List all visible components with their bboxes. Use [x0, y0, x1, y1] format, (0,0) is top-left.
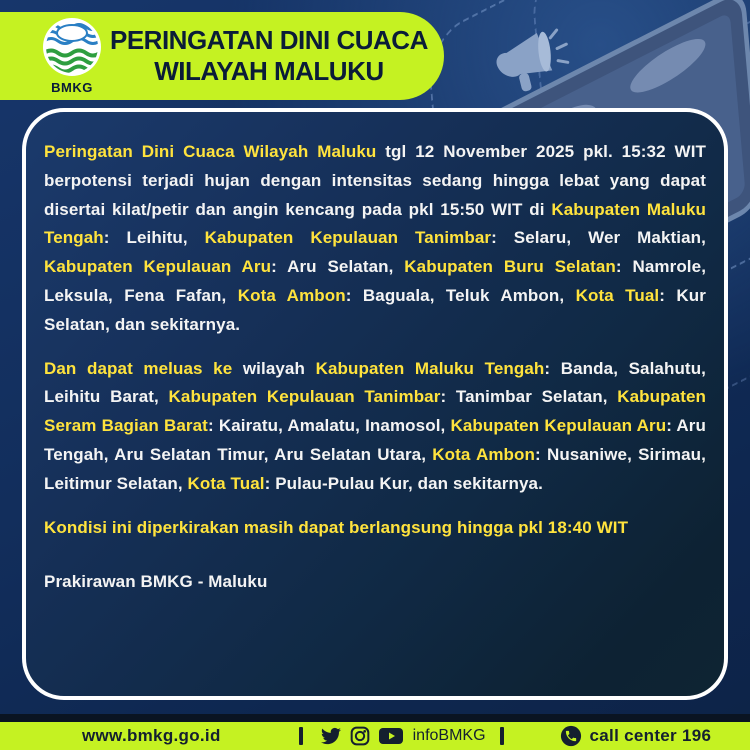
- text-segment: Kota Ambon: [237, 285, 346, 305]
- footer-separator: [299, 727, 303, 745]
- title-line-1: PERINGATAN DINI CUACA: [110, 25, 428, 55]
- warning-paragraph-3: [44, 514, 706, 543]
- map-landmass: [628, 29, 707, 103]
- text-segment: : Leihitu,: [103, 228, 205, 248]
- social-icons: [321, 726, 403, 746]
- phone-icon: [560, 725, 582, 747]
- instagram-icon: [350, 726, 370, 746]
- warning-panel: [22, 108, 728, 700]
- text-segment: : Banda, Salahutu, Leihitu Barat,: [44, 358, 707, 407]
- text-segment: : Aru Tengah, Aru Selatan Timur, Aru Selatan Utara,: [44, 416, 707, 464]
- social-handle: infoBMKG: [412, 727, 486, 744]
- warning-paragraph-2: [44, 355, 706, 499]
- text-segment: Kabupaten Kepulauan Tanimbar: [168, 387, 441, 407]
- twitter-icon: [321, 726, 341, 746]
- text-segment: : Baguala, Teluk Ambon,: [345, 285, 576, 305]
- text-segment: : Kairatu, Amalatu, Inamosol,: [207, 416, 451, 436]
- text-segment: Dan dapat meluas ke: [44, 358, 233, 378]
- footer-divider-strip: [0, 714, 750, 722]
- text-segment: Kondisi ini diperkirakan masih dapat berlangsung hingga pkl 18:40 WIT: [44, 517, 629, 537]
- text-segment: Kabupaten Buru Selatan: [404, 257, 616, 277]
- forecaster-signature: [44, 568, 706, 597]
- megaphone-icon: [486, 26, 570, 102]
- text-segment: : Pulau-Pulau Kur, dan sekitarnya.: [264, 473, 543, 493]
- text-segment: Kabupaten Kepulauan Tanimbar: [204, 228, 492, 248]
- text-segment: : Tanimbar Selatan,: [440, 387, 618, 407]
- text-segment: Kabupaten Maluku Tengah: [315, 358, 545, 378]
- text-segment: Kota Tual: [187, 473, 265, 493]
- text-segment: Kabupaten Kepulauan Aru: [44, 257, 272, 277]
- bmkg-logo-icon: [42, 17, 102, 77]
- bmkg-logo: [34, 17, 110, 95]
- text-segment: Kota Ambon: [432, 444, 535, 464]
- text-segment: Kabupaten Seram Bagian Barat: [44, 387, 706, 436]
- text-segment: Kabupaten Kepulauan Aru: [450, 416, 667, 436]
- text-segment: : Nusaniwe, Sirimau, Leitimur Selatan,: [44, 444, 706, 493]
- header-band: [0, 12, 444, 100]
- text-segment: Peringatan Dini Cuaca Wilayah Maluku: [44, 142, 377, 161]
- footer-separator: [500, 727, 504, 745]
- bmkg-logo-label: BMKG: [51, 80, 93, 95]
- warning-paragraph-1: [44, 138, 706, 340]
- text-segment: : Selaru, Wer Maktian,: [491, 228, 706, 248]
- text-segment: Kota Tual: [575, 285, 660, 305]
- text-segment: : Aru Selatan,: [271, 257, 405, 277]
- text-segment: : Namrole, Leksula, Fena Fafan,: [44, 257, 707, 305]
- title-line-2: WILAYAH MALUKU: [154, 56, 384, 86]
- text-segment: Kabupaten Maluku Tengah: [44, 199, 706, 248]
- call-center-label: call center 196: [589, 726, 712, 745]
- text-segment: : Kur Selatan, dan sekitarnya.: [44, 285, 706, 334]
- text-segment: tgl 12 November 2025 pkl. 15:32 WIT berpotensi terjadi hujan dengan intensitas sedang hingga lebat yang dapat disertai kilat/petir dan angin kencang pada pkl 15:50 WIT di: [44, 142, 706, 219]
- text-segment: Prakirawan BMKG - Maluku: [44, 572, 268, 592]
- website-url: www.bmkg.go.id: [82, 726, 221, 745]
- text-segment: wilayah: [232, 358, 316, 378]
- page-title: [110, 25, 454, 87]
- youtube-icon: [379, 726, 403, 746]
- footer-bar: [0, 722, 750, 750]
